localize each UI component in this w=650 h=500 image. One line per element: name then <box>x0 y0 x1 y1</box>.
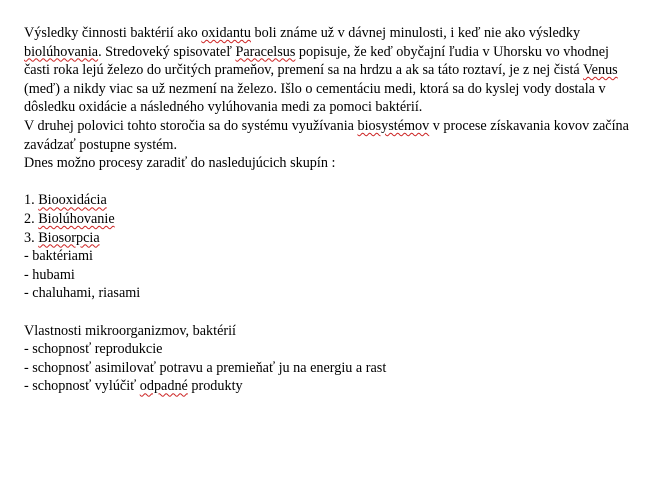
groups-list <box>24 191 634 303</box>
list-item <box>24 359 634 378</box>
text-run: - chaluhami, riasami <box>24 285 141 302</box>
text-run: - baktériami <box>24 248 93 265</box>
paragraph <box>24 24 634 117</box>
intro-paragraphs <box>24 24 634 173</box>
blank-line <box>24 303 634 322</box>
paragraph <box>24 154 634 173</box>
text-run: - schopnosť vylúčiť <box>24 378 140 395</box>
text-run: - schopnosť asimilovať potravu a premieňať ju na energiu a rast <box>24 359 387 376</box>
list-item <box>24 284 634 303</box>
spellcheck-flagged-word: Biooxidácia <box>38 192 107 209</box>
spellcheck-flagged-word: Paracelsus <box>235 43 296 60</box>
properties-section <box>24 322 634 396</box>
blank-line <box>24 173 634 192</box>
list-number: 1. <box>24 192 39 209</box>
spellcheck-flagged-word: Venus <box>583 62 618 79</box>
document-page <box>24 24 634 396</box>
properties-heading: Vlastnosti mikroorganizmov, baktérií <box>24 322 236 339</box>
text-run: - schopnosť reprodukcie <box>24 341 163 358</box>
spellcheck-flagged-word: Biolúhovanie <box>38 210 115 227</box>
list-item <box>24 266 634 285</box>
spellcheck-flagged-word: Biosorpcia <box>38 229 100 246</box>
list-item <box>24 191 634 210</box>
text-run: popisuje, že keď obyčajní ľudia v Uhorsku vo vhodnej časti roka lejú železo do určitých prameňov, premení sa na hrdzu a ak sa táto roztaví, je z nej čistá <box>24 43 609 79</box>
spellcheck-flagged-word: biosystémov <box>357 117 430 134</box>
spellcheck-flagged-word: biolúhovania <box>24 43 99 60</box>
list-item <box>24 247 634 266</box>
list-item <box>24 229 634 248</box>
properties-list <box>24 340 634 396</box>
text-run: produkty <box>187 378 243 395</box>
text-run: boli známe už v dávnej minulosti, i keď nie ako výsledky <box>250 25 581 41</box>
list-item <box>24 377 634 396</box>
list-item <box>24 210 634 229</box>
text-run: Výsledky činnosti baktérií ako <box>24 25 202 41</box>
text-run: (meď) a nikdy viac sa už nezmení na železo. Išlo o cementáciu medi, ktorá sa do kyslej vody dostala v dôsledku oxidácie a následného vylúhovania medi za pomoci baktérií. <box>24 80 606 116</box>
list-number: 3. <box>24 229 39 246</box>
text-run: V druhej polovici tohto storočia sa do systému využívania <box>24 117 358 134</box>
list-number: 2. <box>24 210 39 227</box>
text-run: - hubami <box>24 266 75 283</box>
spellcheck-flagged-word: oxidantu <box>201 25 251 41</box>
list-item <box>24 340 634 359</box>
text-run: . Stredoveký spisovateľ <box>98 43 236 60</box>
spellcheck-flagged-word: odpadné <box>139 378 188 395</box>
text-run: Dnes možno procesy zaradiť do nasledujúcich skupín : <box>24 155 336 172</box>
text-run: v procese získavania kovov začína zavádzať postupne systém. <box>24 117 629 153</box>
paragraph <box>24 117 634 154</box>
